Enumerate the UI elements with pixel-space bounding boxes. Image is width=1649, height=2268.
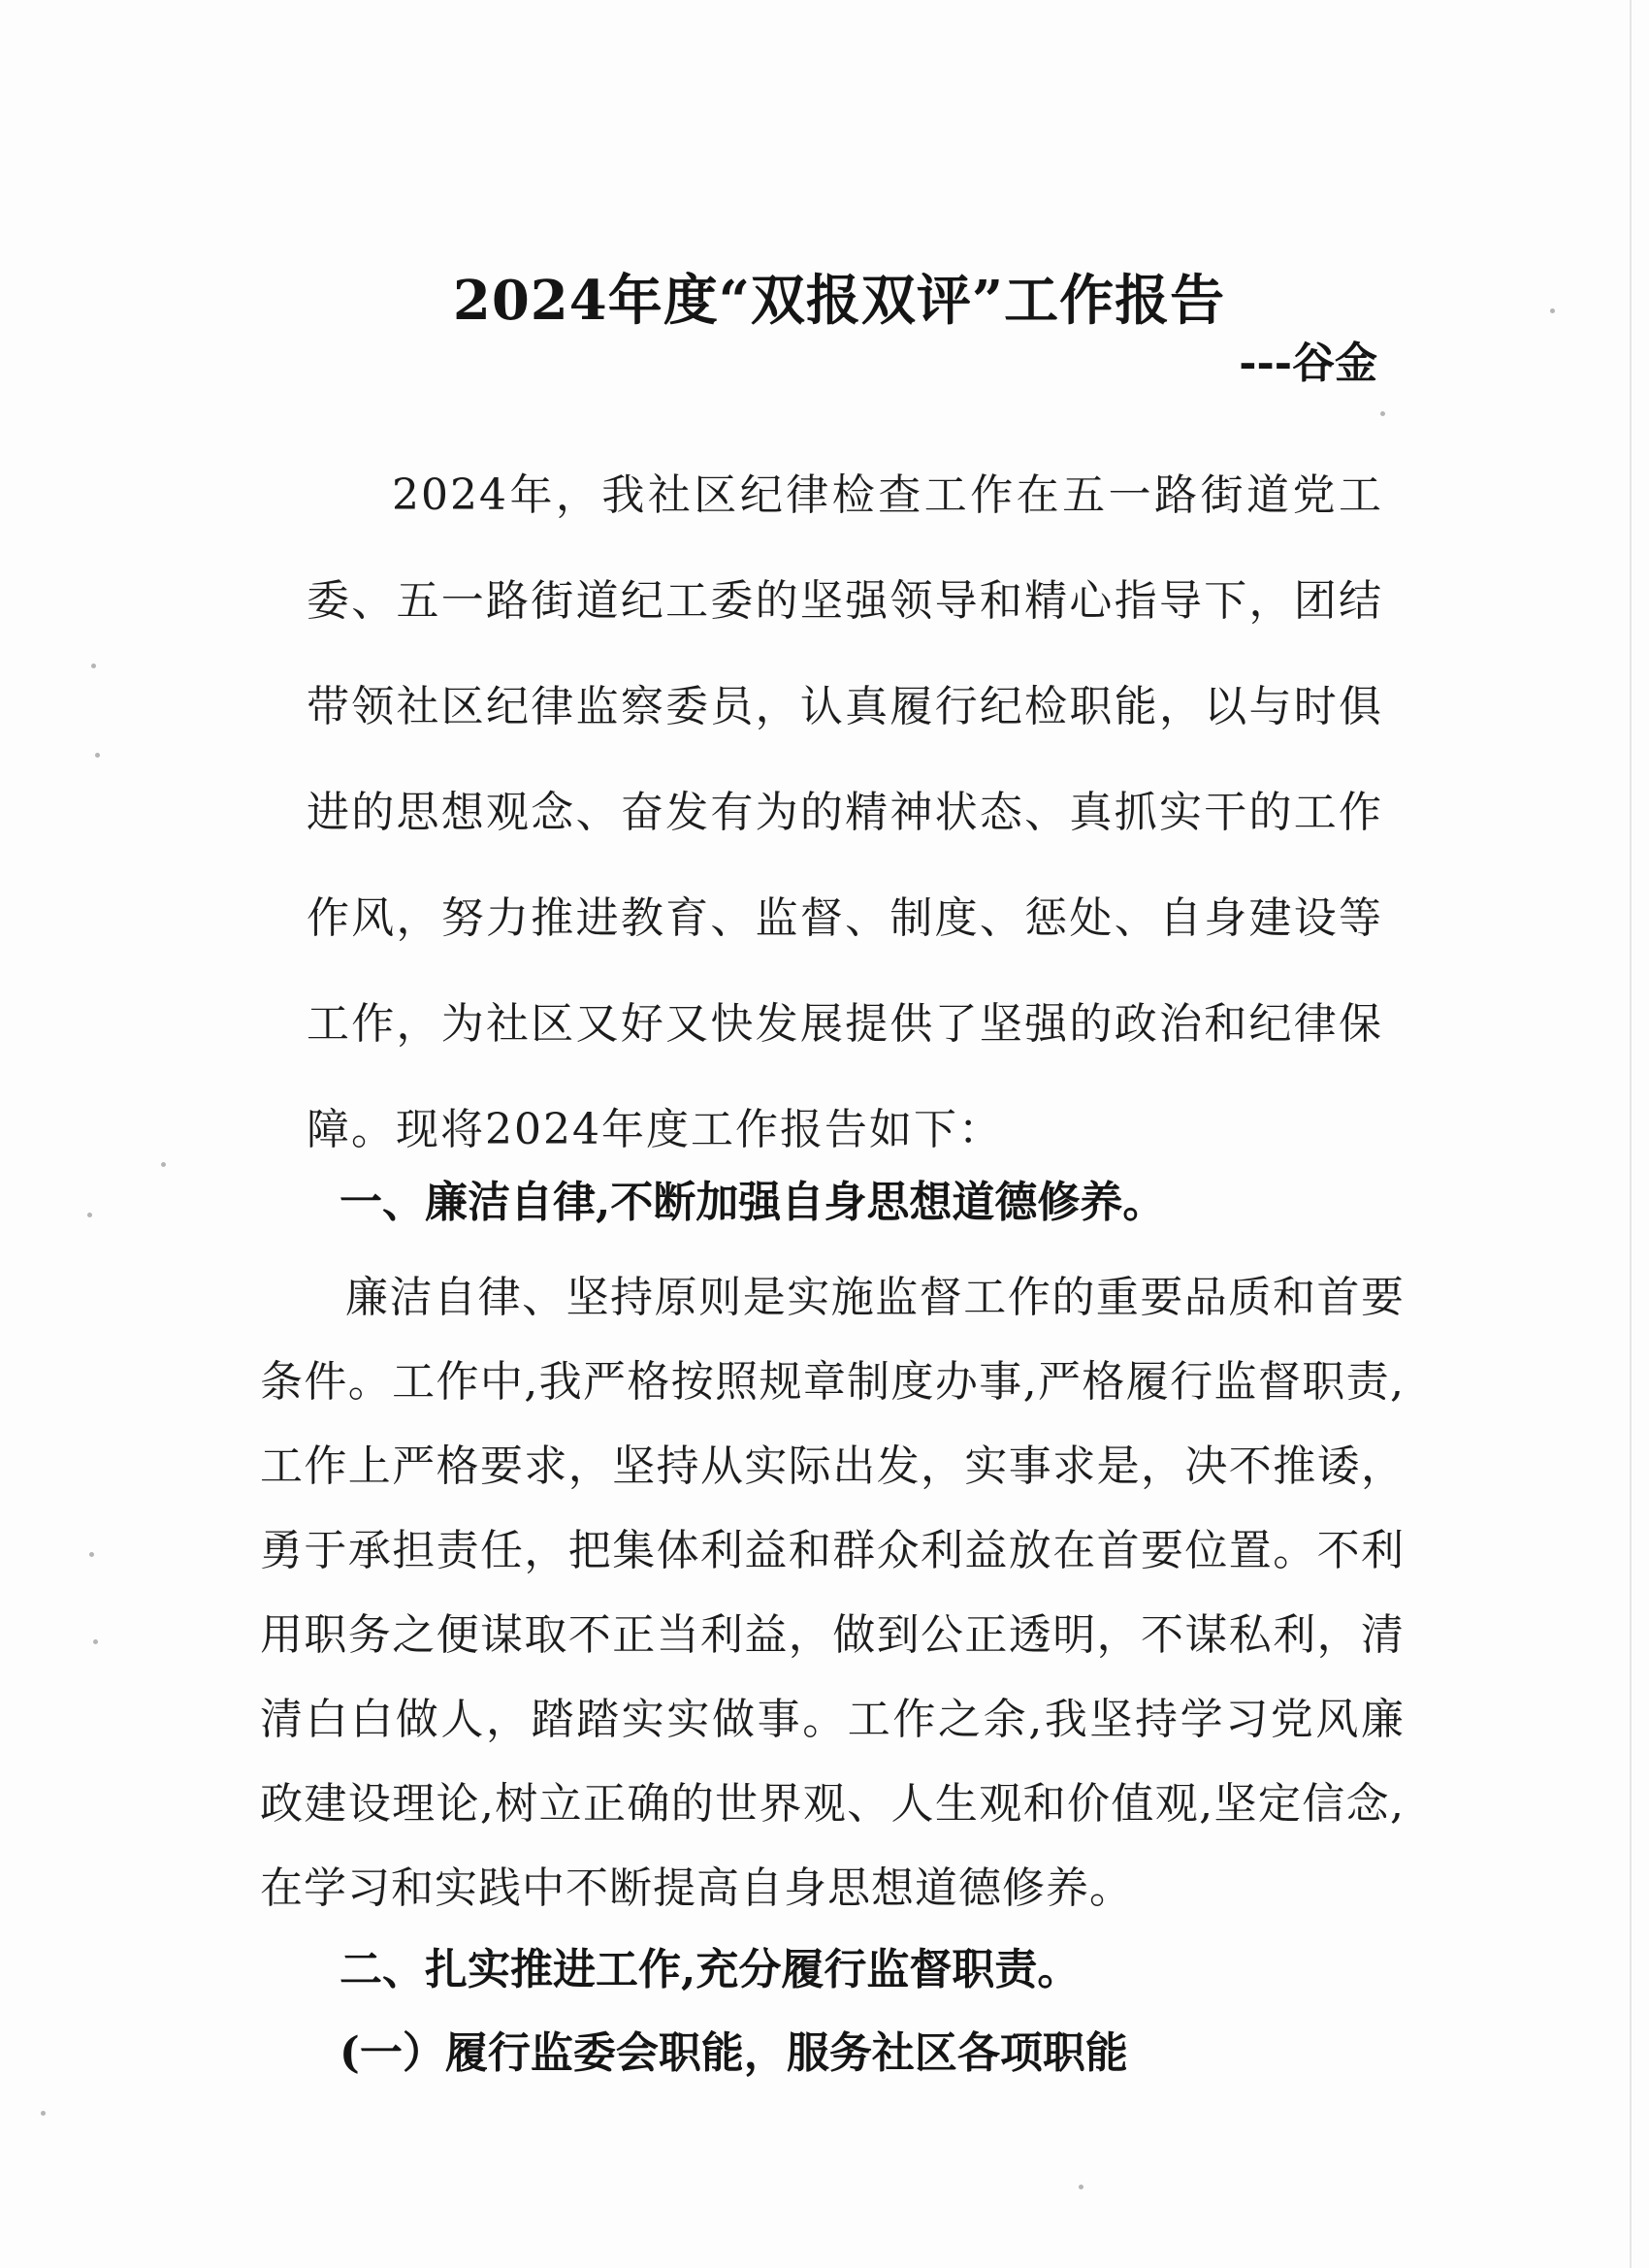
scan-speck bbox=[91, 664, 96, 668]
scan-speck bbox=[1079, 2185, 1083, 2189]
scan-edge bbox=[1630, 0, 1632, 2268]
scan-speck bbox=[89, 1552, 94, 1557]
scan-speck bbox=[87, 1213, 92, 1217]
section-2-heading: 二、扎实推进工作,充分履行监督职责。 bbox=[340, 1945, 1081, 1994]
scan-speck bbox=[1380, 411, 1385, 416]
section-1-heading: 一、廉洁自律,不断加强自身思想道德修养。 bbox=[340, 1178, 1166, 1227]
scan-speck bbox=[161, 1162, 166, 1167]
scan-speck bbox=[95, 753, 100, 758]
scan-speck bbox=[41, 2111, 46, 2116]
document-title: 2024年度“双报双评”工作报告 bbox=[452, 268, 1226, 333]
intro-paragraph: 2024年，我社区纪律检查工作在五一路街道党工委、五一路街道纪工委的坚强领导和精心指导下，团结带领社区纪律监察委员，认真履行纪检职能，以与时俱进的思想观念、奋发有为的精神状态、真抓实干的工作作风，努力推进教育、监督、制度、惩处、自身建设等工作，为社区又好又快发展提供了坚强的政治和纪律保障。现将2024年度工作报告如下： bbox=[307, 470, 1383, 1154]
section-1-body: 廉洁自律、坚持原则是实施监督工作的重要品质和首要条件。工作中,我严格按照规章制度办事,严格履行监督职责,工作上严格要求，坚持从实际出发，实事求是，决不推诿，勇于承担责任，把集体利益和群众利益放在首要位置。不利用职务之便谋取不正当利益，做到公正透明，不谋私利，清清白白做人，踏踏实实做事。工作之余,我坚持学习党风廉政建设理论,树立正确的世界观、人生观和价值观,坚定信念,在学习和实践中不断提高自身思想道德修养。 bbox=[260, 1273, 1405, 1913]
subsection-1-heading: (一）履行监委会职能，服务社区各项职能 bbox=[340, 2028, 1128, 2078]
scan-speck bbox=[93, 1639, 98, 1644]
document-author: ---谷金 bbox=[1239, 339, 1377, 388]
